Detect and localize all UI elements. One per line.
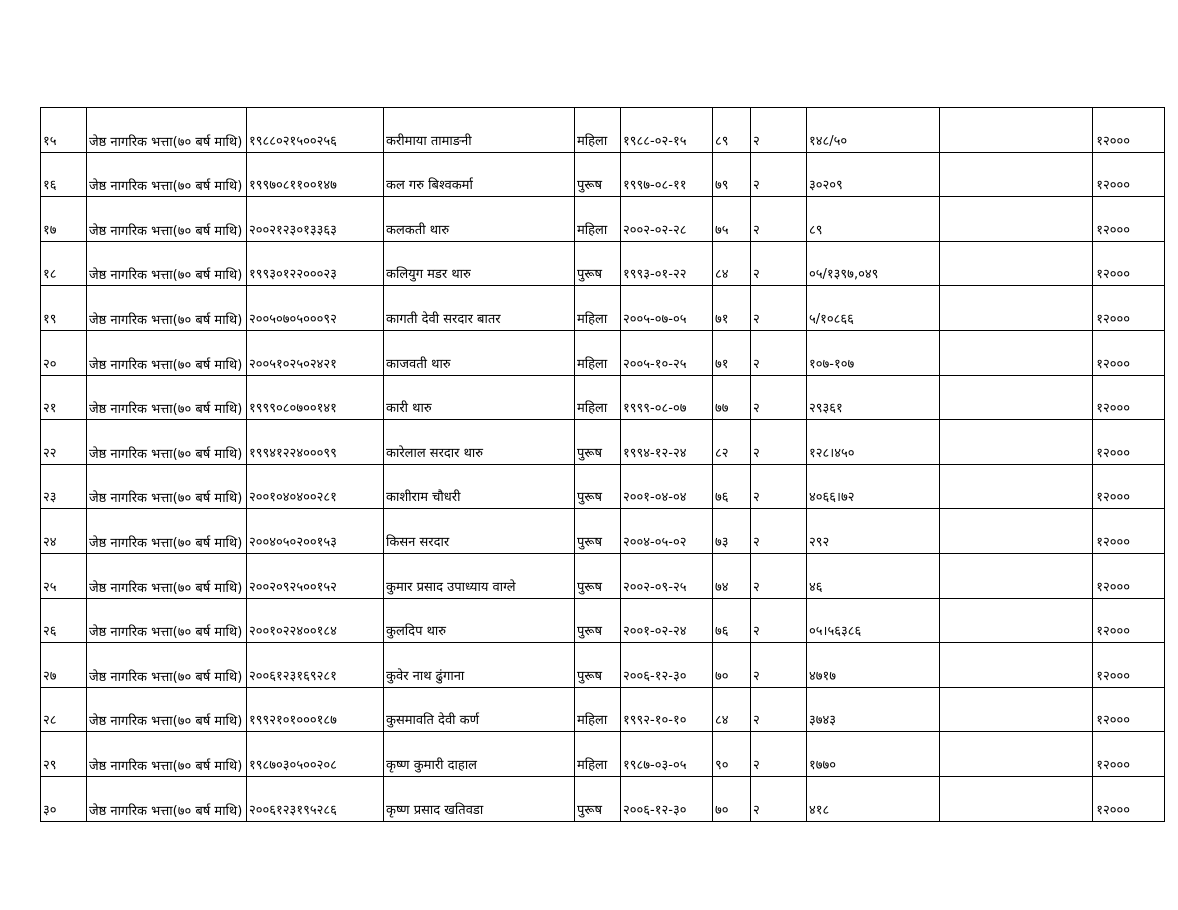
- table-row: [41, 375, 1165, 420]
- ward-cell: २: [751, 108, 807, 153]
- name-cell: कारेलाल सरदार थारु: [384, 420, 575, 465]
- dob-cell: १९९४-१२-२४: [621, 420, 713, 465]
- citizenship-cell: १७७०: [807, 732, 940, 777]
- gender-cell: पुरूष: [575, 509, 621, 554]
- citizenship-cell: ४१८: [807, 776, 940, 821]
- name-cell: कागती देवी सरदार बातर: [384, 286, 575, 331]
- name-cell: करीमाया तामाङनी: [384, 108, 575, 153]
- amount-cell: १२०००: [1093, 732, 1165, 777]
- amount-cell: १२०००: [1093, 420, 1165, 465]
- id-number-cell: १९९७०८११००१४७: [247, 152, 384, 197]
- id-number-cell: २००६१२३१६९२८१: [247, 643, 384, 688]
- amount-cell: १२०००: [1093, 108, 1165, 153]
- id-number-cell: १९९२१०१०००१८७: [247, 687, 384, 732]
- remarks-cell: [940, 108, 1093, 153]
- dob-cell: २००१-०४-०४: [621, 464, 713, 509]
- amount-cell: १२०००: [1093, 286, 1165, 331]
- table-row: [41, 286, 1165, 331]
- amount-cell: १२०००: [1093, 687, 1165, 732]
- table-row: [41, 420, 1165, 465]
- serial-number-cell: २४: [41, 509, 87, 554]
- serial-number-cell: १६: [41, 152, 87, 197]
- name-cell: कुसमावति देवी कर्ण: [384, 687, 575, 732]
- age-cell: ७९: [713, 152, 751, 197]
- scheme-cell: जेष्ठ नागरिक भत्ता(७० बर्ष माथि): [87, 509, 247, 554]
- remarks-cell: [940, 776, 1093, 821]
- serial-number-cell: १८: [41, 241, 87, 286]
- amount-cell: १२०००: [1093, 643, 1165, 688]
- ward-cell: २: [751, 776, 807, 821]
- gender-cell: पुरूष: [575, 776, 621, 821]
- id-number-cell: २००१०२२४००१८४: [247, 598, 384, 643]
- amount-cell: १२०००: [1093, 152, 1165, 197]
- gender-cell: महिला: [575, 197, 621, 242]
- scheme-cell: जेष्ठ नागरिक भत्ता(७० बर्ष माथि): [87, 732, 247, 777]
- age-cell: ९०: [713, 732, 751, 777]
- remarks-cell: [940, 152, 1093, 197]
- name-cell: कलियुग मडर थारु: [384, 241, 575, 286]
- table-row: [41, 598, 1165, 643]
- table-row: [41, 732, 1165, 777]
- dob-cell: २००६-१२-३०: [621, 776, 713, 821]
- citizenship-cell: ०५/१३९७,०४९: [807, 241, 940, 286]
- ward-cell: २: [751, 509, 807, 554]
- name-cell: कृष्ण प्रसाद खतिवडा: [384, 776, 575, 821]
- id-number-cell: २००२१२३०१३३६३: [247, 197, 384, 242]
- amount-cell: १२०००: [1093, 375, 1165, 420]
- dob-cell: १९९७-०८-११: [621, 152, 713, 197]
- age-cell: ७७: [713, 375, 751, 420]
- citizenship-cell: १२८।४५०: [807, 420, 940, 465]
- gender-cell: पुरूष: [575, 464, 621, 509]
- gender-cell: महिला: [575, 286, 621, 331]
- gender-cell: पुरूष: [575, 241, 621, 286]
- serial-number-cell: २६: [41, 598, 87, 643]
- scheme-cell: जेष्ठ नागरिक भत्ता(७० बर्ष माथि): [87, 241, 247, 286]
- name-cell: कल गरु बिश्वकर्मा: [384, 152, 575, 197]
- citizenship-cell: १०७-१०७: [807, 330, 940, 375]
- serial-number-cell: २९: [41, 732, 87, 777]
- table-row: [41, 108, 1165, 153]
- age-cell: ७६: [713, 464, 751, 509]
- name-cell: कृष्ण कुमारी दाहाल: [384, 732, 575, 777]
- ward-cell: २: [751, 643, 807, 688]
- citizenship-cell: १४८/५०: [807, 108, 940, 153]
- name-cell: काजवती थारु: [384, 330, 575, 375]
- id-number-cell: १९८७०३०५००२०८: [247, 732, 384, 777]
- dob-cell: २००५-१०-२५: [621, 330, 713, 375]
- amount-cell: १२०००: [1093, 598, 1165, 643]
- remarks-cell: [940, 375, 1093, 420]
- dob-cell: २००२-०९-२५: [621, 553, 713, 598]
- serial-number-cell: २७: [41, 643, 87, 688]
- serial-number-cell: २५: [41, 553, 87, 598]
- table-row: [41, 553, 1165, 598]
- citizenship-cell: ४७१७: [807, 643, 940, 688]
- name-cell: काशीराम चौधरी: [384, 464, 575, 509]
- dob-cell: १९९३-०१-२२: [621, 241, 713, 286]
- scheme-cell: जेष्ठ नागरिक भत्ता(७० बर्ष माथि): [87, 776, 247, 821]
- amount-cell: १२०००: [1093, 776, 1165, 821]
- amount-cell: १२०००: [1093, 330, 1165, 375]
- gender-cell: पुरूष: [575, 152, 621, 197]
- scheme-cell: जेष्ठ नागरिक भत्ता(७० बर्ष माथि): [87, 553, 247, 598]
- id-number-cell: २००६१२३१९५२८६: [247, 776, 384, 821]
- remarks-cell: [940, 553, 1093, 598]
- name-cell: कारी थारु: [384, 375, 575, 420]
- age-cell: ८४: [713, 241, 751, 286]
- dob-cell: १९९९-०८-०७: [621, 375, 713, 420]
- ward-cell: २: [751, 732, 807, 777]
- ward-cell: २: [751, 464, 807, 509]
- ward-cell: २: [751, 286, 807, 331]
- remarks-cell: [940, 464, 1093, 509]
- dob-cell: २००५-०७-०५: [621, 286, 713, 331]
- table-row: [41, 776, 1165, 821]
- citizenship-cell: २९२: [807, 509, 940, 554]
- scheme-cell: जेष्ठ नागरिक भत्ता(७० बर्ष माथि): [87, 286, 247, 331]
- remarks-cell: [940, 598, 1093, 643]
- id-number-cell: १९९३०१२२०००२३: [247, 241, 384, 286]
- age-cell: ७०: [713, 643, 751, 688]
- scheme-cell: जेष्ठ नागरिक भत्ता(७० बर्ष माथि): [87, 375, 247, 420]
- age-cell: ७०: [713, 776, 751, 821]
- serial-number-cell: २२: [41, 420, 87, 465]
- gender-cell: महिला: [575, 687, 621, 732]
- age-cell: ८९: [713, 108, 751, 153]
- table-row: [41, 643, 1165, 688]
- serial-number-cell: १९: [41, 286, 87, 331]
- id-number-cell: २००२०९२५००१५२: [247, 553, 384, 598]
- remarks-cell: [940, 241, 1093, 286]
- id-number-cell: १९९९०८०७००१४१: [247, 375, 384, 420]
- remarks-cell: [940, 509, 1093, 554]
- remarks-cell: [940, 286, 1093, 331]
- id-number-cell: २००५१०२५०२४२१: [247, 330, 384, 375]
- name-cell: कुवेर नाथ ढुंगाना: [384, 643, 575, 688]
- gender-cell: महिला: [575, 108, 621, 153]
- id-number-cell: १९९४१२२४०००९९: [247, 420, 384, 465]
- dob-cell: १९९२-१०-१०: [621, 687, 713, 732]
- citizenship-cell: ४०६६।७२: [807, 464, 940, 509]
- amount-cell: १२०००: [1093, 197, 1165, 242]
- age-cell: ७१: [713, 286, 751, 331]
- scheme-cell: जेष्ठ नागरिक भत्ता(७० बर्ष माथि): [87, 330, 247, 375]
- table-row: [41, 687, 1165, 732]
- name-cell: किसन सरदार: [384, 509, 575, 554]
- ward-cell: २: [751, 375, 807, 420]
- ward-cell: २: [751, 420, 807, 465]
- scheme-cell: जेष्ठ नागरिक भत्ता(७० बर्ष माथि): [87, 643, 247, 688]
- age-cell: ७३: [713, 509, 751, 554]
- table-row: [41, 330, 1165, 375]
- citizenship-cell: ३०२०९: [807, 152, 940, 197]
- ward-cell: २: [751, 598, 807, 643]
- age-cell: ७४: [713, 553, 751, 598]
- dob-cell: २००६-१२-३०: [621, 643, 713, 688]
- ward-cell: २: [751, 687, 807, 732]
- ward-cell: २: [751, 330, 807, 375]
- scheme-cell: जेष्ठ नागरिक भत्ता(७० बर्ष माथि): [87, 598, 247, 643]
- ward-cell: २: [751, 241, 807, 286]
- amount-cell: १२०००: [1093, 553, 1165, 598]
- remarks-cell: [940, 732, 1093, 777]
- remarks-cell: [940, 197, 1093, 242]
- amount-cell: १२०००: [1093, 241, 1165, 286]
- scheme-cell: जेष्ठ नागरिक भत्ता(७० बर्ष माथि): [87, 197, 247, 242]
- name-cell: कलकती थारु: [384, 197, 575, 242]
- gender-cell: पुरूष: [575, 553, 621, 598]
- scheme-cell: जेष्ठ नागरिक भत्ता(७० बर्ष माथि): [87, 687, 247, 732]
- serial-number-cell: ३०: [41, 776, 87, 821]
- serial-number-cell: २३: [41, 464, 87, 509]
- age-cell: ७५: [713, 197, 751, 242]
- ward-cell: २: [751, 152, 807, 197]
- gender-cell: पुरूष: [575, 420, 621, 465]
- serial-number-cell: २८: [41, 687, 87, 732]
- scheme-cell: जेष्ठ नागरिक भत्ता(७० बर्ष माथि): [87, 420, 247, 465]
- table-row: [41, 509, 1165, 554]
- dob-cell: १९८८-०२-१५: [621, 108, 713, 153]
- dob-cell: २००१-०२-२४: [621, 598, 713, 643]
- serial-number-cell: २०: [41, 330, 87, 375]
- citizenship-cell: ०५।५६३८६: [807, 598, 940, 643]
- remarks-cell: [940, 643, 1093, 688]
- id-number-cell: २००४०५०२००१५३: [247, 509, 384, 554]
- scheme-cell: जेष्ठ नागरिक भत्ता(७० बर्ष माथि): [87, 108, 247, 153]
- gender-cell: महिला: [575, 330, 621, 375]
- id-number-cell: १९८८०२१५००२५६: [247, 108, 384, 153]
- ward-cell: २: [751, 553, 807, 598]
- amount-cell: १२०००: [1093, 464, 1165, 509]
- remarks-cell: [940, 330, 1093, 375]
- citizenship-cell: ५/१०८६६: [807, 286, 940, 331]
- dob-cell: २००२-०२-२८: [621, 197, 713, 242]
- name-cell: कुलदिप थारु: [384, 598, 575, 643]
- dob-cell: २००४-०५-०२: [621, 509, 713, 554]
- remarks-cell: [940, 687, 1093, 732]
- scheme-cell: जेष्ठ नागरिक भत्ता(७० बर्ष माथि): [87, 152, 247, 197]
- table-row: [41, 464, 1165, 509]
- id-number-cell: २००५०७०५०००९२: [247, 286, 384, 331]
- table-row: [41, 152, 1165, 197]
- age-cell: ८४: [713, 687, 751, 732]
- serial-number-cell: २१: [41, 375, 87, 420]
- gender-cell: महिला: [575, 732, 621, 777]
- amount-cell: १२०००: [1093, 509, 1165, 554]
- gender-cell: पुरूष: [575, 598, 621, 643]
- table-row: [41, 241, 1165, 286]
- name-cell: कुमार प्रसाद उपाध्याय वाग्ले: [384, 553, 575, 598]
- citizenship-cell: २९३६१: [807, 375, 940, 420]
- dob-cell: १९८७-०३-०५: [621, 732, 713, 777]
- serial-number-cell: १५: [41, 108, 87, 153]
- age-cell: ७१: [713, 330, 751, 375]
- age-cell: ८२: [713, 420, 751, 465]
- gender-cell: पुरूष: [575, 643, 621, 688]
- citizenship-cell: ३७४३: [807, 687, 940, 732]
- table-row: [41, 197, 1165, 242]
- scheme-cell: जेष्ठ नागरिक भत्ता(७० बर्ष माथि): [87, 464, 247, 509]
- ward-cell: २: [751, 197, 807, 242]
- gender-cell: महिला: [575, 375, 621, 420]
- citizenship-cell: ४६: [807, 553, 940, 598]
- citizenship-cell: ८९: [807, 197, 940, 242]
- beneficiary-table: [40, 107, 1165, 822]
- age-cell: ७६: [713, 598, 751, 643]
- id-number-cell: २००१०४०४००२८१: [247, 464, 384, 509]
- table-body: [41, 108, 1165, 822]
- remarks-cell: [940, 420, 1093, 465]
- serial-number-cell: १७: [41, 197, 87, 242]
